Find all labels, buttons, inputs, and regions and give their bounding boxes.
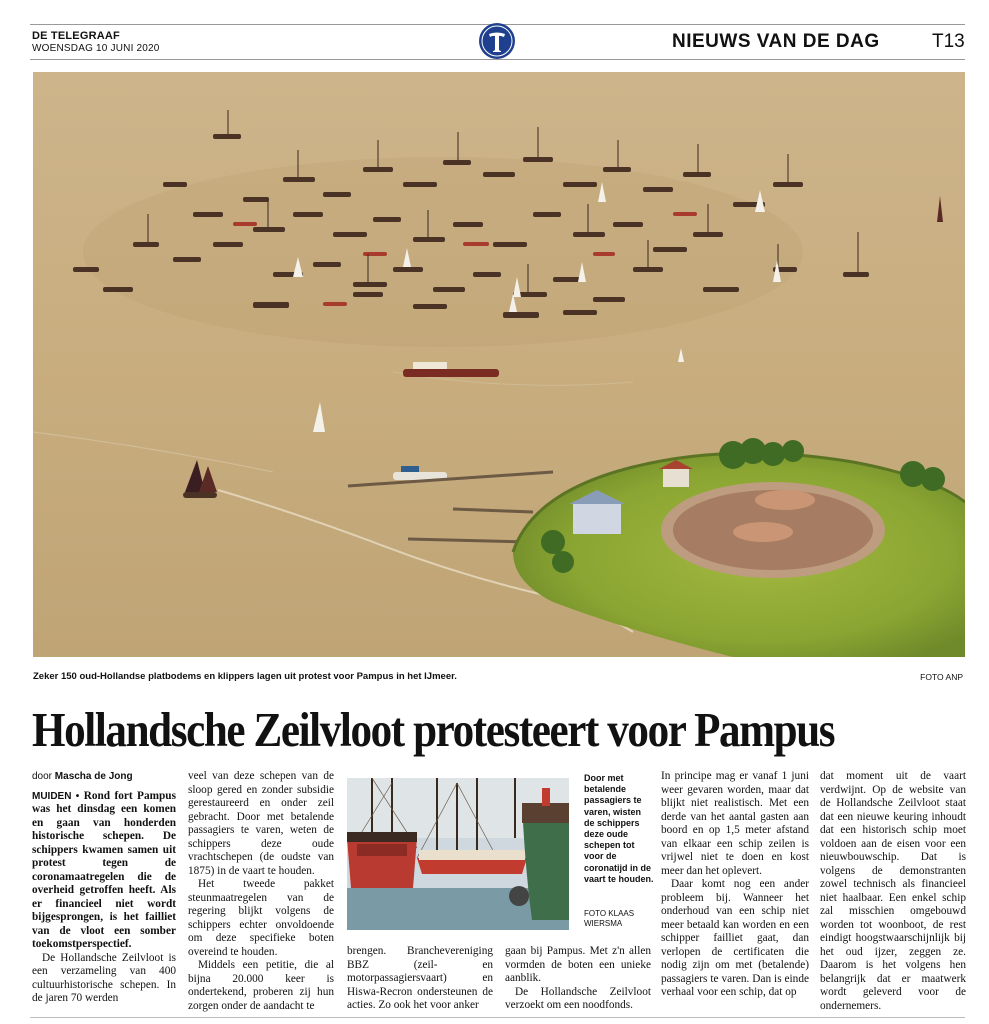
inset-photo-ships bbox=[347, 778, 569, 930]
article-lead bbox=[32, 790, 176, 952]
body-paragraph: Het tweede pakket steunmaatregelen van de regering blijkt volgens de schippers echter onvoldoende om deze specifieke boten overeind te houden. bbox=[188, 878, 334, 958]
body-paragraph: De Hollandsche Zeilvloot verzoekt om een noodfonds. bbox=[505, 985, 651, 1011]
lead-text: Rond fort Pampus was het dinsdag een komen en gaan van honderden historische schepen. De schippers kwamen samen uit protest tegen de coronamaatregelen die de overheid getroffen heeft. Als er financieel niet wordt bijgesprongen, is het failliet van de vloot een somber toekomstperspectief. bbox=[32, 789, 176, 950]
article-column-4 bbox=[820, 770, 966, 1013]
body-paragraph: In principe mag er vanaf 1 juni weer gevaren worden, maar dat blijkt niet realistisch. Met een derde van het aantal gasten aan boord en op 1,5 meter afstand van elkaar een schip zeilen is vrijwel niet te doen en kost meer dan het oplevert. bbox=[661, 770, 809, 877]
body-paragraph: veel van deze schepen van de sloop gered en zonder subsidie gerestaureerd en onder zeil gebracht. Door met betalende passagiers te varen, weten de schippers deze oude vrachtschepen (de oudste van 1875) in de vaart te houden. bbox=[188, 770, 334, 877]
inset-photo-caption: Door met betalende passagiers te varen, wisten de schippers deze oude schepen tot voor de coronatijd in de vaart te houden. bbox=[584, 773, 654, 884]
page-bottom-rule bbox=[30, 1017, 965, 1018]
article-headline: Hollandsche Zeilvloot protesteert voor Pampus bbox=[32, 702, 835, 757]
body-paragraph: dat moment uit de vaart verdwijnt. Op de website van de Hollandsche Zeilvloot staat dat een nieuwe keuring inhoudt dat een historisch schip moet voldoen aan de eisen voor een nieuwbouwschip. Dat is volgens de demonstranten zowel technisch als financieel niet haalbaar. Een enkel schip zal misschien omgebouwd worden tot woonboot, de rest eindigt hoogstwaarschijnlijk bij het oud ijzer, zeggen ze. Daarom is het volgens hen belangrijk dat er maatwerk wordt geleverd voor de ondernemers. bbox=[820, 770, 966, 1012]
main-photo-caption: Zeker 150 oud-Hollandse platbodems en klippers lagen uit protest voor Pampus in het IJmeer. bbox=[33, 671, 457, 682]
section-title: NIEUWS VAN DE DAG bbox=[672, 31, 880, 52]
dateline: MUIDEN • bbox=[32, 790, 80, 802]
inset-photo-credit: FOTO KLAAS WIERSMA bbox=[584, 909, 635, 928]
body-paragraph: brengen. Branchevereniging BBZ (zeil- en motorpassagiersvaart) en Hiswa-Recron ondersteunen de acties. Zo ook het voor anker bbox=[347, 945, 493, 1011]
article-column-2 bbox=[188, 770, 334, 1013]
byline bbox=[32, 770, 176, 784]
paper-name: DE TELEGRAAF bbox=[32, 30, 120, 42]
page-number: T13 bbox=[932, 31, 965, 52]
article-column-1 bbox=[32, 770, 176, 1006]
article-column-3b bbox=[505, 945, 651, 1013]
article-column-2b bbox=[347, 945, 493, 1013]
byline-prefix: door bbox=[32, 771, 53, 782]
paper-date: WOENSDAG 10 JUNI 2020 bbox=[32, 43, 160, 54]
byline-author: Mascha de Jong bbox=[54, 771, 133, 782]
article-column-3 bbox=[661, 770, 809, 1000]
body-paragraph: De Hollandsche Zeilvloot is een verzameling van 400 cultuurhistorische schepen. In de jaren 70 werden bbox=[32, 951, 176, 1004]
main-photo-pampus-fleet bbox=[33, 72, 965, 657]
body-paragraph: Daar komt nog een ander probleem bij. Wanneer het onderhoud van een schip niet meer betaald kan worden en een schipper failliet gaat, dan verlopen de certificaten die nodig zijn om met (betalende) passagiers te varen. Dan is einde verhaal voor een schip, dat op bbox=[661, 878, 809, 998]
body-paragraph: Middels een petitie, die al bijna 20.000 keer is ondertekend, proberen zij hun zorgen onder de aandacht te bbox=[188, 959, 334, 1012]
main-photo-credit: FOTO ANP bbox=[920, 672, 963, 682]
telegraaf-logo-icon bbox=[478, 22, 516, 60]
body-paragraph: gaan bij Pampus. Met z'n allen vormden de boten een unieke aanblik. bbox=[505, 945, 651, 984]
